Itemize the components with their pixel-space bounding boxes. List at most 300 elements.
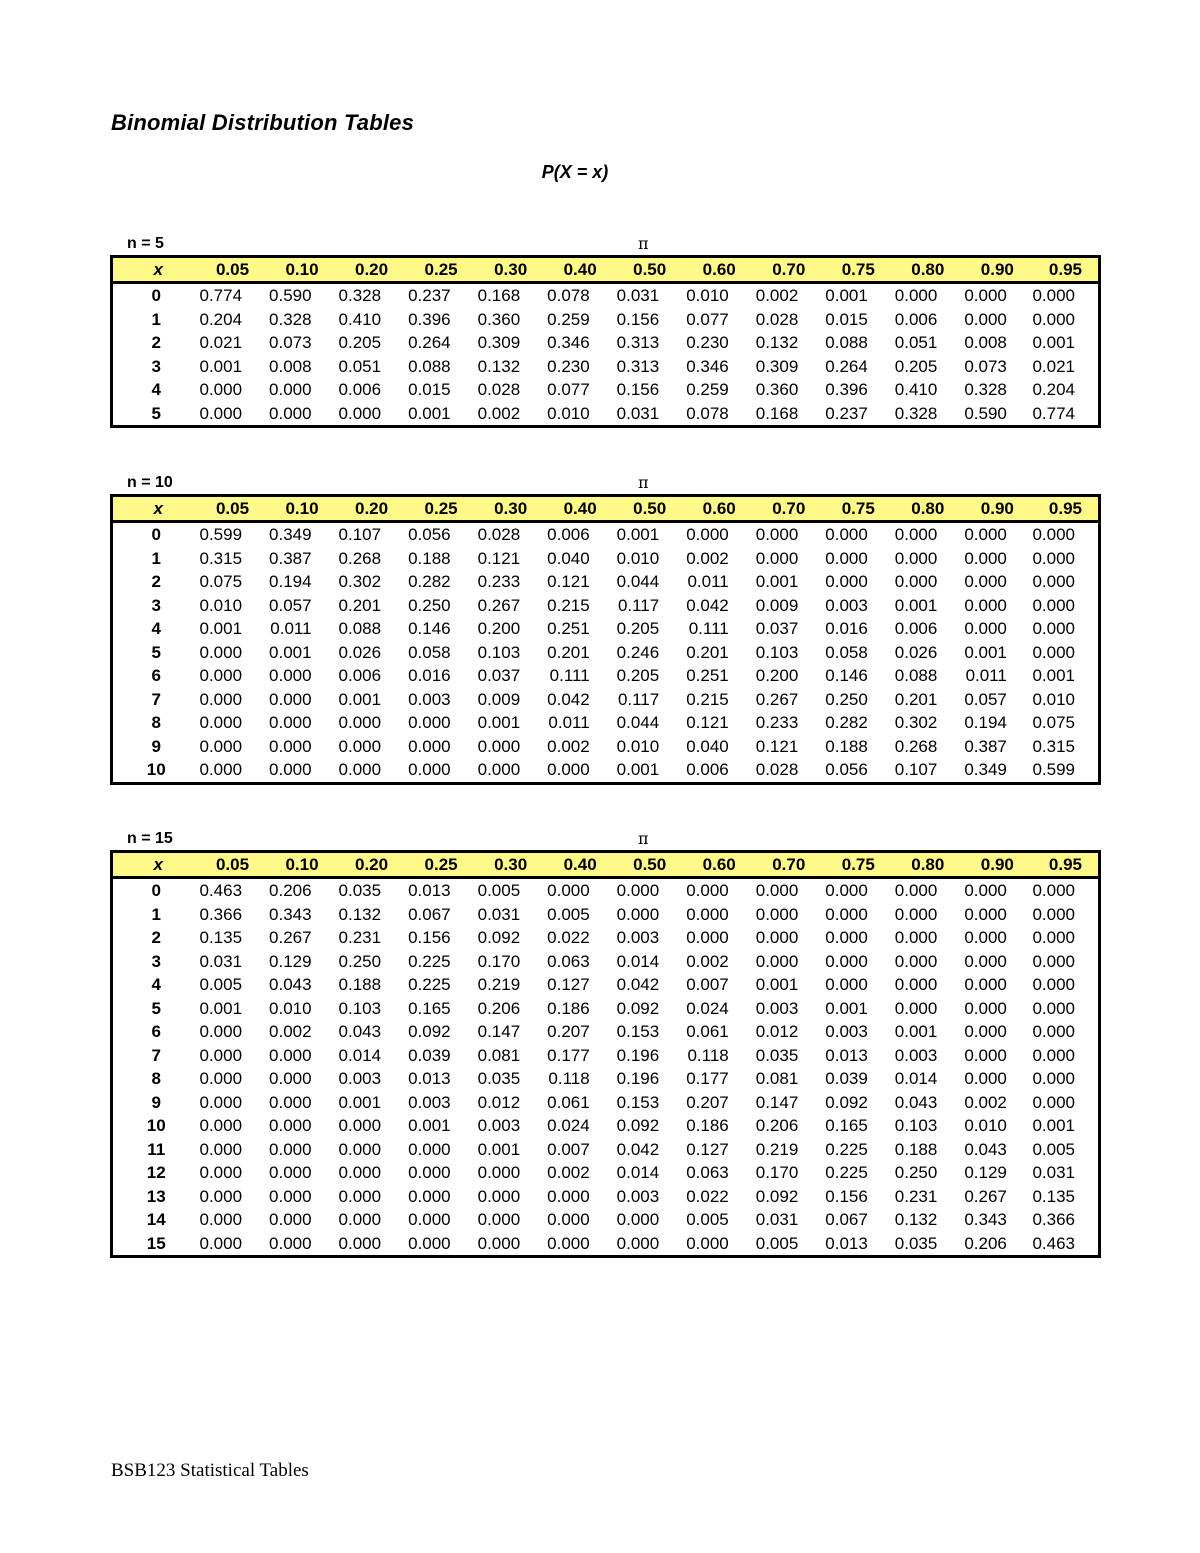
pi-column-header: 0.80 (891, 257, 961, 283)
probability-cell: 0.073 (269, 333, 312, 353)
probability-cell: 0.077 (686, 309, 729, 329)
probability-cell: 0.005 (547, 904, 590, 924)
x-value-cell: 8 (151, 713, 161, 733)
probability-cell: 0.043 (269, 975, 312, 995)
x-value-cell: 13 (146, 1186, 166, 1206)
probability-cell: 0.003 (408, 1092, 451, 1112)
probability-cell: 0.001 (755, 572, 799, 592)
probability-cell: 0.007 (547, 1139, 590, 1159)
probability-cell: 0.343 (964, 1210, 1007, 1230)
probability-cell: 0.000 (686, 881, 729, 901)
probability-cell: 0.206 (964, 1233, 1007, 1253)
probability-cell: 0.003 (755, 998, 799, 1018)
probability-cell: 0.057 (269, 595, 312, 615)
probability-cell: 0.599 (199, 525, 243, 545)
probability-cell: 0.000 (199, 1233, 243, 1253)
probability-cell: 0.000 (686, 1233, 729, 1253)
probability-cell: 0.000 (269, 666, 312, 686)
table-row (112, 641, 1100, 665)
probability-cell: 0.267 (269, 928, 312, 948)
probability-cell: 0.008 (964, 333, 1007, 353)
probability-cell: 0.006 (894, 309, 938, 329)
x-value-cell: 5 (151, 403, 161, 423)
probability-cell: 0.000 (894, 975, 938, 995)
probability-cell: 0.000 (477, 1233, 521, 1253)
probability-cell: 0.002 (477, 403, 521, 423)
pi-column-header: 0.75 (821, 257, 891, 283)
probability-cell: 0.000 (755, 548, 799, 568)
probability-cell: 0.009 (755, 595, 799, 615)
pi-label: π (638, 829, 649, 848)
probability-cell: 0.000 (1032, 1092, 1075, 1112)
probability-cell: 0.135 (199, 928, 243, 948)
probability-cell: 0.043 (338, 1022, 382, 1042)
probability-cell: 0.015 (825, 309, 868, 329)
pi-column-header: 0.75 (821, 852, 891, 878)
probability-cell: 0.000 (686, 904, 729, 924)
pi-column-header: 0.05 (196, 257, 266, 283)
probability-cell: 0.360 (755, 380, 799, 400)
probability-cell: 0.267 (477, 595, 521, 615)
probability-cell: 0.001 (1032, 333, 1075, 353)
probability-cell: 0.016 (825, 619, 868, 639)
pi-column-header: 0.30 (474, 496, 544, 522)
probability-cell: 0.117 (617, 595, 660, 615)
table-row (112, 1232, 1100, 1257)
table-row (112, 711, 1100, 735)
probability-cell: 0.000 (338, 1233, 382, 1253)
table-row (112, 688, 1100, 712)
pi-column-header: 0.20 (335, 257, 405, 283)
probability-cell: 0.268 (894, 736, 938, 756)
table-row (112, 1114, 1100, 1138)
probability-cell: 0.315 (1032, 736, 1075, 756)
probability-cell: 0.000 (547, 1186, 590, 1206)
pi-column-header: 0.60 (682, 852, 752, 878)
probability-cell: 0.188 (894, 1139, 938, 1159)
probability-cell: 0.035 (755, 1045, 799, 1065)
probability-cell: 0.000 (199, 1186, 243, 1206)
probability-cell: 0.000 (547, 1233, 590, 1253)
probability-cell: 0.000 (269, 403, 312, 423)
probability-cell: 0.153 (616, 1022, 660, 1042)
probability-cell: 0.000 (894, 525, 938, 545)
probability-cell: 0.201 (338, 595, 382, 615)
probability-cell: 0.000 (199, 642, 243, 662)
x-column-header: x (112, 496, 196, 522)
page-title: Binomial Distribution Tables (111, 110, 415, 135)
probability-cell: 0.103 (338, 998, 382, 1018)
x-value-cell: 15 (146, 1233, 166, 1253)
probability-cell: 0.000 (1032, 998, 1075, 1018)
probability-cell: 0.000 (964, 1022, 1007, 1042)
probability-cell: 0.092 (616, 1116, 660, 1136)
x-value-cell: 10 (146, 760, 166, 780)
probability-cell: 0.001 (199, 356, 243, 376)
probability-cell: 0.188 (825, 736, 868, 756)
pi-label: π (638, 473, 649, 492)
pi-column-header: 0.90 (960, 257, 1030, 283)
probability-cell: 0.000 (199, 760, 243, 780)
probability-cell: 0.011 (270, 619, 312, 639)
probability-cell: 0.146 (408, 619, 451, 639)
probability-cell: 0.056 (408, 525, 451, 545)
n-label: n = 5 (127, 235, 164, 252)
table-row (112, 594, 1100, 618)
probability-cell: 0.002 (686, 548, 729, 568)
probability-cell: 0.044 (616, 572, 660, 592)
x-value-cell: 9 (151, 1092, 161, 1112)
probability-cell: 0.121 (547, 572, 590, 592)
probability-cell: 0.237 (825, 403, 868, 423)
probability-cell: 0.250 (825, 689, 868, 709)
probability-cell: 0.088 (894, 666, 938, 686)
probability-cell: 0.000 (408, 736, 451, 756)
pi-column-header: 0.50 (613, 257, 683, 283)
probability-cell: 0.774 (1032, 403, 1075, 423)
probability-cell: 0.000 (269, 1092, 312, 1112)
table-row (112, 973, 1100, 997)
probability-cell: 0.003 (825, 595, 868, 615)
probability-cell: 0.170 (477, 951, 521, 971)
table-row (112, 1138, 1100, 1162)
probability-cell: 0.000 (964, 904, 1007, 924)
table-row (112, 926, 1100, 950)
probability-cell: 0.360 (477, 309, 521, 329)
probability-cell: 0.000 (825, 548, 868, 568)
probability-cell: 0.010 (269, 998, 312, 1018)
probability-cell: 0.129 (964, 1163, 1007, 1183)
pi-label: π (638, 234, 649, 253)
probability-cell: 0.132 (755, 333, 799, 353)
probability-cell: 0.366 (199, 904, 243, 924)
probability-cell: 0.599 (1032, 760, 1075, 780)
probability-cell: 0.201 (894, 689, 938, 709)
probability-cell: 0.225 (408, 975, 451, 995)
probability-cell: 0.012 (755, 1022, 799, 1042)
probability-cell: 0.205 (616, 619, 660, 639)
probability-cell: 0.042 (686, 595, 729, 615)
probability-cell: 0.058 (408, 642, 451, 662)
probability-cell: 0.001 (477, 713, 521, 733)
probability-cell: 0.000 (408, 1163, 451, 1183)
probability-cell: 0.006 (338, 380, 382, 400)
probability-cell: 0.026 (338, 642, 382, 662)
probability-cell: 0.000 (825, 572, 868, 592)
probability-cell: 0.078 (686, 403, 729, 423)
probability-cell: 0.000 (199, 1069, 243, 1089)
probability-cell: 0.000 (964, 286, 1007, 306)
probability-cell: 0.188 (338, 975, 382, 995)
x-value-cell: 1 (151, 309, 161, 329)
probability-cell: 0.000 (894, 904, 938, 924)
probability-cell: 0.000 (964, 1069, 1007, 1089)
probability-cell: 0.206 (477, 998, 521, 1018)
probability-cell: 0.121 (686, 713, 729, 733)
probability-cell: 0.001 (338, 1092, 382, 1112)
probability-cell: 0.200 (477, 619, 521, 639)
probability-cell: 0.001 (477, 1139, 521, 1159)
probability-cell: 0.001 (269, 642, 312, 662)
probability-cell: 0.010 (547, 403, 590, 423)
probability-cell: 0.000 (477, 760, 521, 780)
probability-cell: 0.003 (477, 1116, 521, 1136)
table-row (112, 997, 1100, 1021)
probability-cell: 0.001 (616, 525, 660, 545)
probability-cell: 0.012 (477, 1092, 521, 1112)
pi-column-header: 0.80 (891, 496, 961, 522)
x-value-cell: 2 (151, 928, 161, 948)
probability-cell: 0.000 (1032, 619, 1075, 639)
probability-cell: 0.001 (1032, 1116, 1075, 1136)
probability-cell: 0.011 (965, 666, 1007, 686)
probability-cell: 0.267 (964, 1186, 1007, 1206)
probability-cell: 0.002 (964, 1092, 1007, 1112)
probability-cell: 0.000 (338, 1139, 382, 1159)
probability-cell: 0.206 (755, 1116, 799, 1136)
table-row (112, 1208, 1100, 1232)
probability-cell: 0.156 (616, 309, 660, 329)
pi-column-header: 0.50 (613, 496, 683, 522)
probability-cell: 0.043 (894, 1092, 938, 1112)
probability-cell: 0.264 (408, 333, 451, 353)
probability-cell: 0.061 (686, 1022, 729, 1042)
probability-cell: 0.022 (686, 1186, 729, 1206)
probability-cell: 0.207 (547, 1022, 590, 1042)
pi-column-header: 0.90 (960, 852, 1030, 878)
probability-cell: 0.328 (338, 286, 382, 306)
probability-cell: 0.092 (825, 1092, 868, 1112)
pi-column-header: 0.60 (682, 257, 752, 283)
probability-cell: 0.005 (686, 1210, 729, 1230)
probability-cell: 0.774 (199, 286, 243, 306)
probability-cell: 0.043 (964, 1139, 1007, 1159)
probability-cell: 0.011 (548, 713, 590, 733)
pi-column-header: 0.20 (335, 852, 405, 878)
probability-cell: 0.088 (338, 619, 382, 639)
probability-cell: 0.000 (894, 881, 938, 901)
table-row (112, 378, 1100, 402)
probability-cell: 0.000 (1032, 1045, 1075, 1065)
probability-cell: 0.028 (755, 309, 799, 329)
probability-cell: 0.000 (1032, 928, 1075, 948)
table-row (112, 903, 1100, 927)
probability-cell: 0.013 (408, 1069, 451, 1089)
probability-cell: 0.000 (199, 736, 243, 756)
probability-cell: 0.003 (894, 1045, 938, 1065)
probability-cell: 0.302 (894, 713, 938, 733)
probability-cell: 0.463 (199, 881, 243, 901)
probability-cell: 0.250 (338, 951, 382, 971)
probability-cell: 0.165 (408, 998, 451, 1018)
probability-cell: 0.037 (755, 619, 799, 639)
probability-cell: 0.000 (825, 951, 868, 971)
table-row (112, 522, 1100, 547)
pi-column-header: 0.70 (752, 852, 822, 878)
probability-cell: 0.156 (408, 928, 451, 948)
probability-cell: 0.121 (755, 736, 799, 756)
probability-cell: 0.021 (199, 333, 243, 353)
probability-cell: 0.006 (338, 666, 382, 686)
probability-cell: 0.000 (408, 760, 451, 780)
probability-cell: 0.000 (199, 689, 243, 709)
probability-cell: 0.001 (755, 975, 799, 995)
probability-cell: 0.031 (1032, 1163, 1075, 1183)
x-value-cell: 2 (151, 572, 161, 592)
probability-cell: 0.000 (1032, 548, 1075, 568)
table-row (112, 1044, 1100, 1068)
probability-cell: 0.268 (338, 548, 382, 568)
probability-cell: 0.000 (477, 1163, 521, 1183)
header-row (112, 852, 1100, 878)
probability-cell: 0.000 (269, 1210, 312, 1230)
x-value-cell: 0 (151, 881, 161, 901)
x-column-header: x (112, 257, 196, 283)
probability-cell: 0.246 (616, 642, 660, 662)
probability-cell: 0.000 (1032, 951, 1075, 971)
probability-cell: 0.147 (755, 1092, 799, 1112)
probability-cell: 0.000 (755, 904, 799, 924)
probability-cell: 0.000 (338, 403, 382, 423)
probability-cell: 0.035 (894, 1233, 938, 1253)
probability-cell: 0.088 (408, 356, 451, 376)
probability-cell: 0.001 (616, 760, 660, 780)
probability-cell: 0.000 (269, 1069, 312, 1089)
probability-cell: 0.000 (1032, 525, 1075, 545)
probability-cell: 0.215 (547, 595, 590, 615)
probability-cell: 0.233 (477, 572, 521, 592)
probability-cell: 0.000 (408, 1186, 451, 1206)
table-row (112, 1020, 1100, 1044)
probability-cell: 0.000 (408, 1139, 451, 1159)
probability-cell: 0.000 (616, 1210, 660, 1230)
probability-cell: 0.156 (616, 380, 660, 400)
pi-column-header: 0.40 (543, 852, 613, 878)
probability-cell: 0.000 (199, 1022, 243, 1042)
table-row (112, 950, 1100, 974)
probability-cell: 0.042 (616, 1139, 660, 1159)
pi-column-header: 0.80 (891, 852, 961, 878)
x-value-cell: 6 (151, 666, 161, 686)
probability-cell: 0.014 (894, 1069, 938, 1089)
probability-cell: 0.000 (338, 1163, 382, 1183)
probability-cell: 0.000 (1032, 595, 1075, 615)
probability-cell: 0.000 (338, 1186, 382, 1206)
probability-cell: 0.000 (477, 736, 521, 756)
probability-cell: 0.000 (199, 1210, 243, 1230)
probability-cell: 0.000 (616, 1233, 660, 1253)
page-footer: BSB123 Statistical Tables (111, 1460, 309, 1481)
probability-cell: 0.309 (477, 333, 521, 353)
probability-cell: 0.037 (477, 666, 521, 686)
probability-cell: 0.267 (755, 689, 799, 709)
probability-cell: 0.000 (199, 1116, 243, 1136)
probability-cell: 0.000 (1032, 286, 1075, 306)
probability-cell: 0.002 (547, 736, 590, 756)
table-row (112, 570, 1100, 594)
probability-cell: 0.000 (755, 525, 799, 545)
table-row (112, 283, 1100, 308)
probability-cell: 0.000 (547, 881, 590, 901)
x-value-cell: 1 (151, 548, 161, 568)
x-column-header: x (112, 852, 196, 878)
probability-cell: 0.121 (477, 548, 521, 568)
probability-cell: 0.000 (894, 928, 938, 948)
probability-cell: 0.000 (1032, 1069, 1075, 1089)
probability-cell: 0.000 (894, 572, 938, 592)
probability-cell: 0.156 (825, 1186, 868, 1206)
probability-cell: 0.194 (964, 713, 1007, 733)
probability-cell: 0.194 (269, 572, 312, 592)
binomial-table (110, 255, 1101, 428)
probability-cell: 0.000 (547, 760, 590, 780)
probability-cell: 0.170 (755, 1163, 799, 1183)
probability-cell: 0.302 (338, 572, 382, 592)
probability-cell: 0.000 (199, 380, 243, 400)
probability-cell: 0.000 (269, 1045, 312, 1065)
probability-cell: 0.230 (686, 333, 729, 353)
probability-cell: 0.103 (894, 1116, 938, 1136)
probability-cell: 0.000 (408, 713, 451, 733)
probability-cell: 0.000 (338, 713, 382, 733)
probability-cell: 0.000 (269, 1233, 312, 1253)
probability-cell: 0.153 (616, 1092, 660, 1112)
probability-cell: 0.196 (616, 1045, 660, 1065)
x-value-cell: 11 (147, 1139, 166, 1159)
probability-cell: 0.000 (964, 951, 1007, 971)
probability-subtitle: P(X = x) (541, 162, 609, 182)
probability-cell: 0.010 (1032, 689, 1075, 709)
probability-cell: 0.001 (338, 689, 382, 709)
probability-cell: 0.000 (408, 1210, 451, 1230)
probability-cell: 0.000 (199, 666, 243, 686)
table-row (112, 331, 1100, 355)
probability-cell: 0.282 (408, 572, 451, 592)
probability-cell: 0.000 (755, 881, 799, 901)
probability-cell: 0.000 (616, 881, 660, 901)
probability-cell: 0.000 (1032, 572, 1075, 592)
probability-cell: 0.003 (338, 1069, 382, 1089)
probability-cell: 0.061 (547, 1092, 590, 1112)
probability-cell: 0.000 (964, 619, 1007, 639)
probability-cell: 0.003 (616, 928, 660, 948)
probability-cell: 0.001 (1032, 666, 1075, 686)
probability-cell: 0.031 (199, 951, 243, 971)
probability-cell: 0.000 (199, 403, 243, 423)
probability-cell: 0.040 (686, 736, 729, 756)
probability-cell: 0.014 (616, 1163, 660, 1183)
probability-cell: 0.040 (547, 548, 590, 568)
probability-cell: 0.396 (825, 380, 868, 400)
probability-cell: 0.219 (477, 975, 521, 995)
probability-cell: 0.186 (547, 998, 590, 1018)
probability-cell: 0.007 (686, 975, 729, 995)
probability-cell: 0.410 (338, 309, 382, 329)
probability-cell: 0.092 (755, 1186, 799, 1206)
table-row (112, 617, 1100, 641)
probability-cell: 0.250 (408, 595, 451, 615)
probability-cell: 0.011 (687, 572, 729, 592)
probability-cell: 0.000 (269, 1186, 312, 1206)
probability-cell: 0.168 (755, 403, 799, 423)
probability-cell: 0.008 (269, 356, 312, 376)
probability-cell: 0.201 (547, 642, 590, 662)
probability-cell: 0.206 (269, 881, 312, 901)
probability-cell: 0.013 (825, 1233, 868, 1253)
probability-cell: 0.001 (825, 286, 868, 306)
probability-cell: 0.075 (199, 572, 243, 592)
pi-column-header: 0.10 (265, 257, 335, 283)
